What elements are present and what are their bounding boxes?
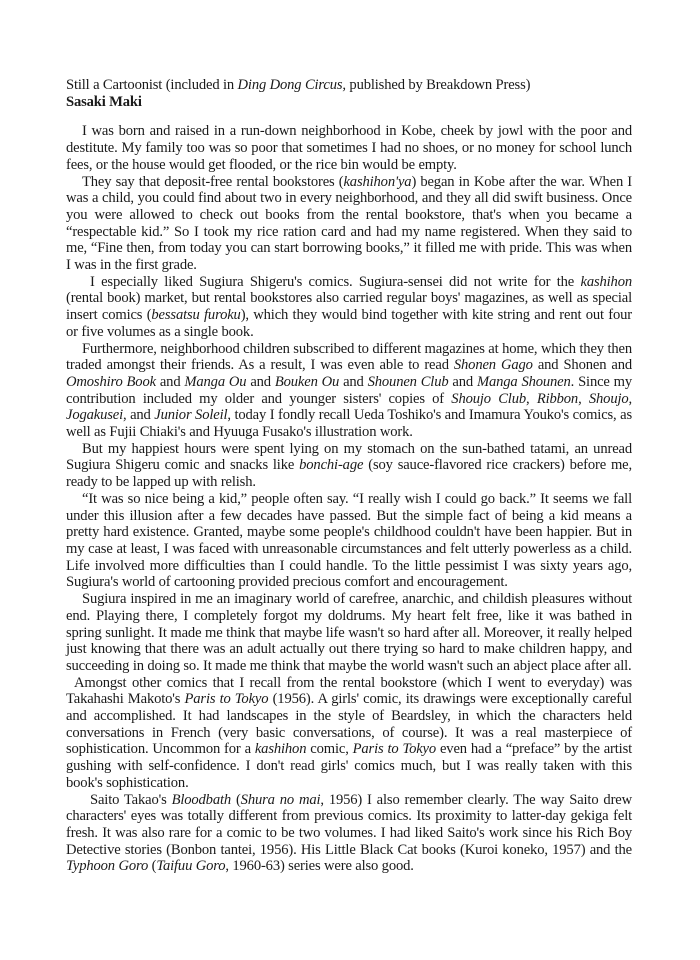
italic-title: bessatsu furoku <box>151 307 241 324</box>
text-run: But my happiest hours were spent lying on my stomach on the sun-bathed tatami, an unread Sugiura Shigeru comic and snacks like <box>66 440 632 474</box>
paragraph-6 <box>66 491 632 591</box>
text-run: , 1956) I also remember clearly. The way Saito drew characters' eyes was totally different from previous comics. Its proximity to latter-day gekiga felt fresh. It was also rare for a comic to be two volumes. I had liked Saito's work since his Rich Boy Detective stories (Bonbon tantei, 1956). His Little Black Cat books (Kuroi koneko, 1957) and the <box>66 791 632 858</box>
book-title: Ding Dong Circus, <box>237 77 346 93</box>
text-run: (1956). A girls' comic, its drawings were exceptionally careful and accomplished. It had landscapes in the style of Beardsley, in which the characters held conversations in French (very basic conversations, of course). It was a real masterpiece of sophistication. Uncommon for a <box>66 691 632 758</box>
italic-title: bonchi-age <box>299 457 364 474</box>
text-run: (soy sauce-flavored rice crackers) before me, ready to be lapped up with relish. <box>66 457 633 491</box>
italic-title: Taifuu Goro <box>156 858 226 875</box>
italic-title: Omoshiro Book <box>66 373 156 390</box>
paragraph-4 <box>66 341 632 441</box>
text-run: ) began in Kobe after the war. When I was a child, you could find about two in every neighborhood, and they all did swift business. Once you were allowed to check out books from the rental bookstore, that's when you became a “respectable kid.” So I took my rice ration card and had my name registered. When they said to me, “Fine then, from today you can start borrowing books,” it filled me with pride. This was when I was in the first grade. <box>66 173 632 274</box>
italic-title: Shura no mai <box>240 791 321 808</box>
paragraph-3 <box>66 274 632 341</box>
italic-title: Shoujo <box>588 390 629 407</box>
italic-title: Paris to Tokyo <box>184 691 269 708</box>
italic-title: Junior Soleil <box>154 407 228 424</box>
italic-title: Bloodbath <box>171 791 232 808</box>
paragraph-2 <box>66 174 632 274</box>
text-run: Furthermore, neighborhood children subscribed to different magazines at home, which they then traded amongst their friends. As a result, I was even able to read <box>66 340 632 374</box>
text-run: ( <box>148 858 157 875</box>
text-run: I was born and raised in a run-down neighborhood in Kobe, cheek by jowl with the poor and destitute. My family too was so poor that sometimes I had no shoes, or no money for school lunch fees, or the house would get flooded, or the rice bin would be empty. <box>66 123 632 173</box>
italic-title: Manga Shounen <box>476 373 571 390</box>
italic-title: kashihon <box>254 741 307 758</box>
text-run: , <box>578 390 589 407</box>
text-run: I especially liked Sugiura Shigeru's comics. Sugiura-sensei did not write for the <box>90 273 581 290</box>
text-run: , today I fondly recall Ueda Toshiko's and Imamura Youko's comics, as well as Fujii Chiaki's and Hyuuga Fusako's illustration work. <box>66 407 632 441</box>
text-run: Amongst other comics that I recall from the rental bookstore (which I went to everyday) was Takahashi Makoto's <box>66 674 632 708</box>
paragraph-9 <box>66 792 632 876</box>
text-run: They say that deposit-free rental bookstores ( <box>82 173 344 190</box>
italic-title: Shonen Gago <box>453 357 533 374</box>
text-run: “It was so nice being a kid,” people often say. “I really wish I could go back.” It seems we fall under this illusion after a few decades have passed. But the simple fact of being a kid means a pretty hard existence. Granted, maybe some people's childhood couldn't have been happier. But in my case at least, I was faced with unreasonable circumstances and felt utterly powerless as a child. Life involved more difficulties than I could handle. To the little pessimist I was sixty years ago, Sugiura's world of cartooning provided precious comfort and encouragement. <box>66 490 632 591</box>
text-run: , <box>526 390 537 407</box>
text-run: and <box>155 373 185 390</box>
paragraph-7 <box>66 591 632 675</box>
title-suffix: published by Breakdown Press) <box>345 77 531 93</box>
italic-title: Bouken Ou <box>274 373 340 390</box>
document-title <box>66 77 632 94</box>
text-run: Sugiura inspired in me an imaginary world of carefree, anarchic, and childish pleasures without end. Playing there, I completely forgot my doldrums. My heart felt free, like it was bathed in spring sunlight. It made me think that maybe life wasn't so hard after all. Moreover, it really helped just knowing that there was an adult actually out there trying so hard to make children happy, and succeeding in doing so. It made me think that maybe the world wasn't such an abject place after all. <box>66 591 632 674</box>
italic-title: Shoujo Club <box>451 390 527 407</box>
text-run: , <box>628 390 633 407</box>
text-run: and <box>448 373 477 390</box>
document-page <box>66 77 632 875</box>
text-run: (rental book) market, but rental bookstores also carried regular boys' magazines, as well as special insert comics ( <box>66 290 632 324</box>
text-run: , 1960-63) series were also good. <box>225 858 414 875</box>
italic-title: kashihon <box>580 273 632 290</box>
text-run: ( <box>231 791 241 808</box>
italic-title: Ribbon <box>536 390 579 407</box>
paragraph-1 <box>66 123 632 173</box>
italic-title: Shounen Club <box>367 373 449 390</box>
text-run: , and <box>123 407 155 424</box>
text-run: and Shonen and <box>532 357 632 374</box>
text-run: Saito Takao's <box>90 791 172 808</box>
text-run: . Since my contribution included my older and younger sisters' copies of <box>66 373 632 407</box>
text-run: and <box>339 373 368 390</box>
italic-title: Paris to Tokyo <box>352 741 437 758</box>
italic-title: Jogakusei <box>66 407 124 424</box>
text-run: even had a “preface” by the artist gushing with self-confidence. I don't read girls' comics much, but I was really taken with this book's sophistication. <box>66 741 633 791</box>
text-run: ), which they would bind together with kite string and rent out four or five volumes as a single book. <box>66 307 633 340</box>
italic-title: Typhoon Goro <box>66 858 149 875</box>
paragraph-8 <box>66 675 632 792</box>
title-prefix: Still a Cartoonist (included in <box>66 77 238 93</box>
text-run: and <box>246 373 275 390</box>
author-name: Sasaki Maki <box>66 93 142 110</box>
italic-title: kashihon'ya <box>343 173 412 190</box>
text-run: comic, <box>306 741 353 758</box>
italic-title: Manga Ou <box>184 373 247 390</box>
paragraph-5 <box>66 441 632 491</box>
